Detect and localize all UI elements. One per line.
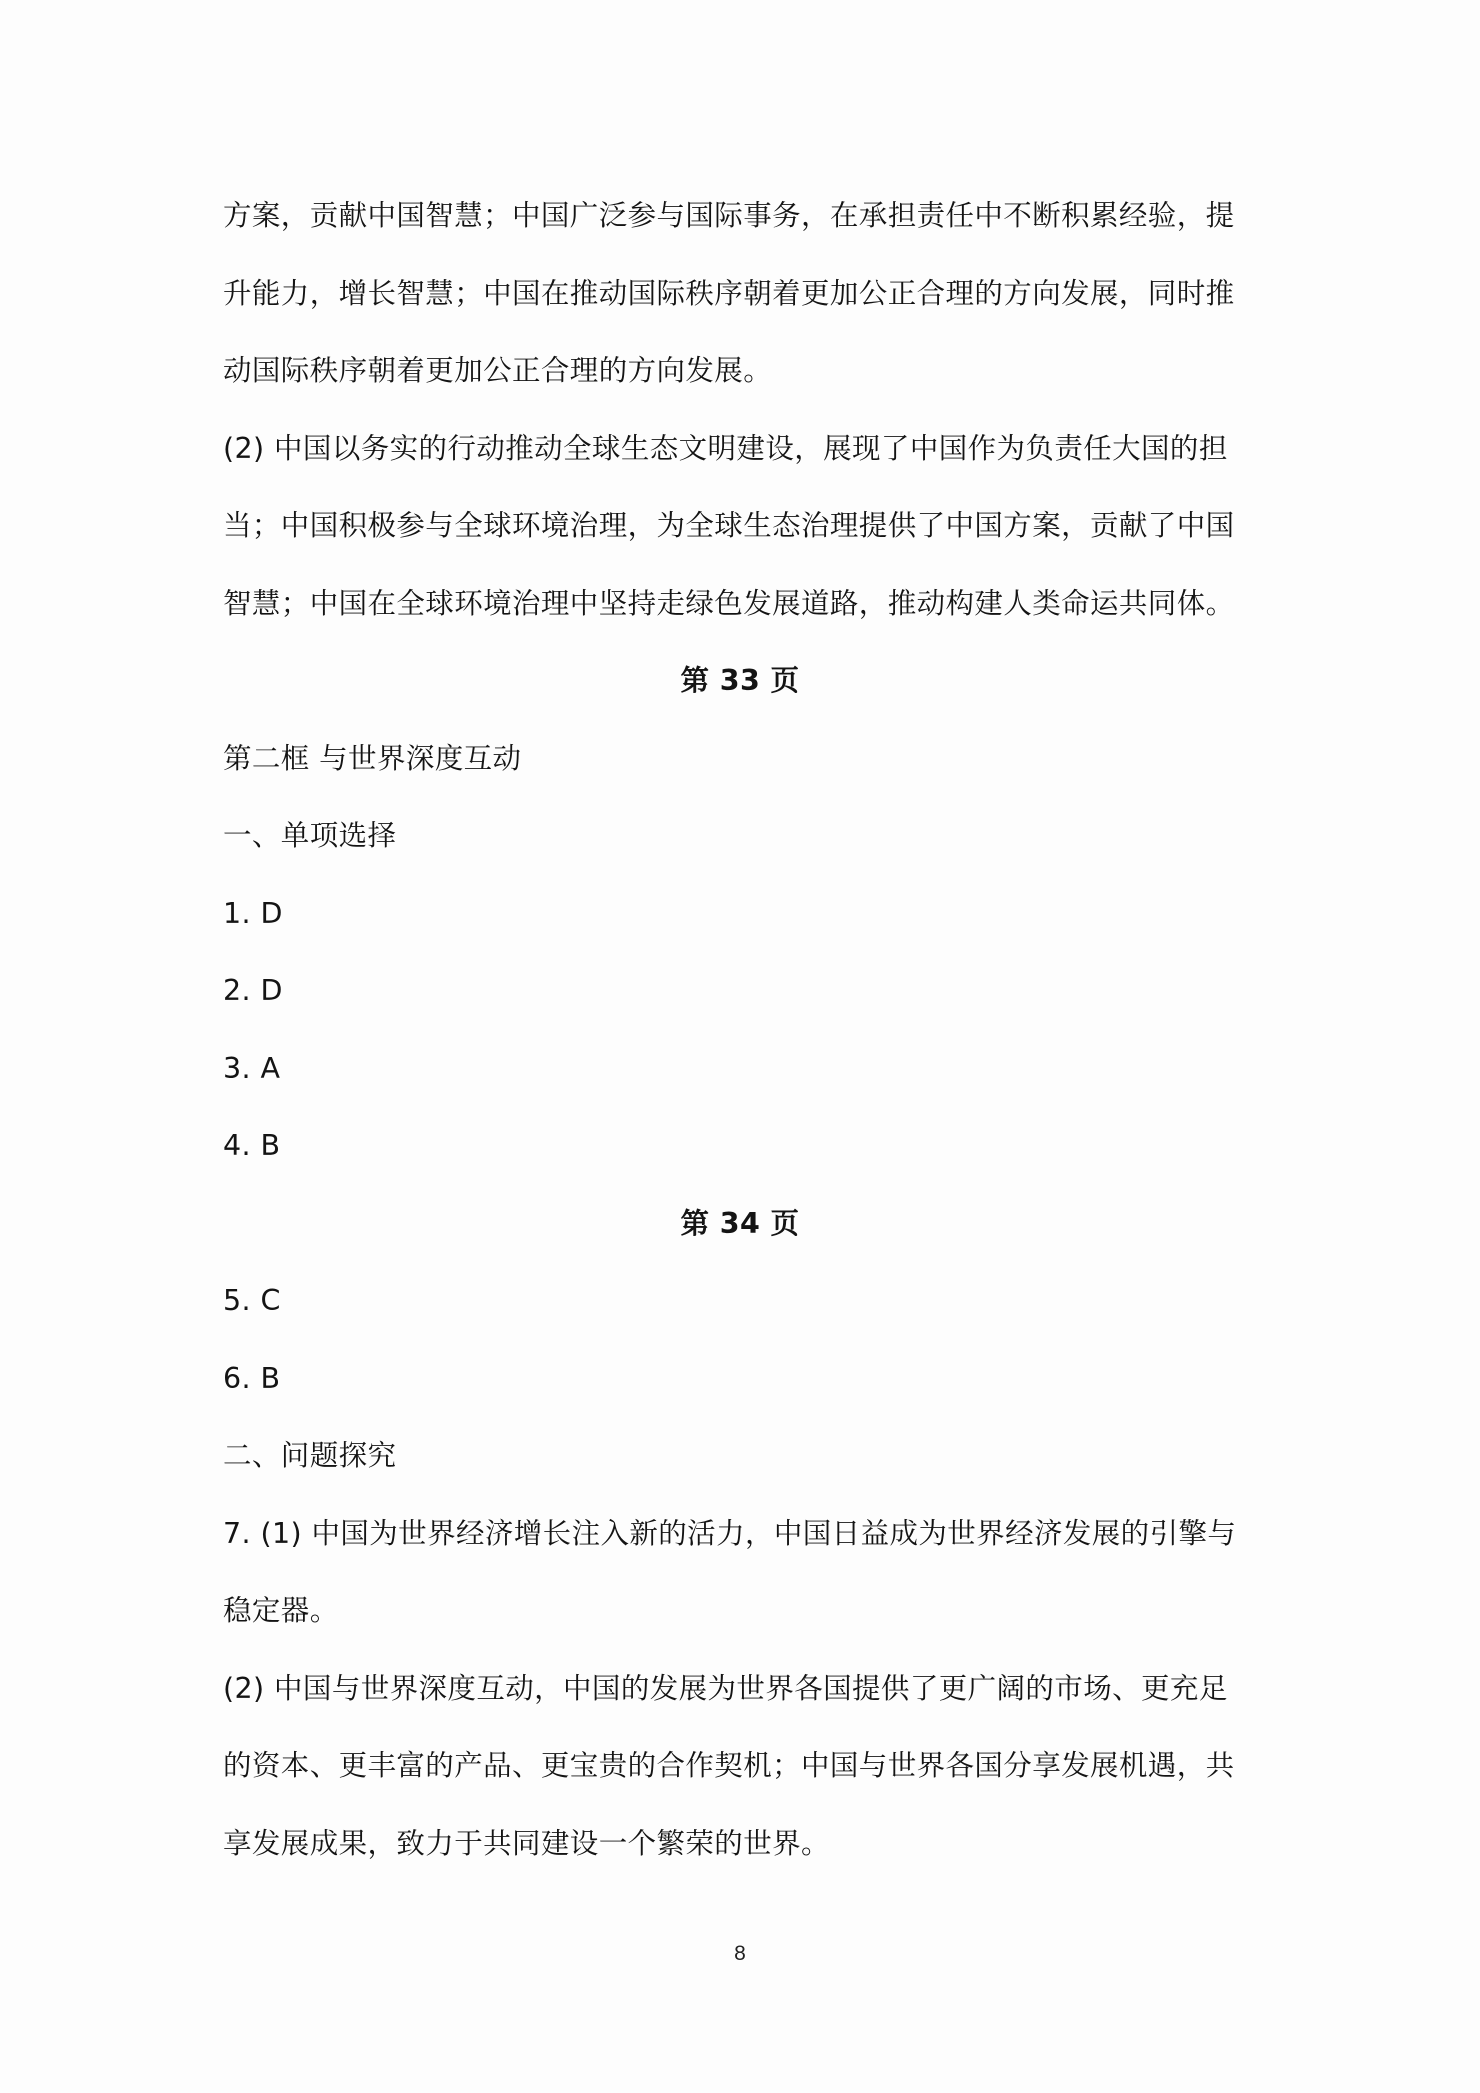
answer-item: 2. D bbox=[223, 974, 283, 1007]
answer-7-line: 7. (1) 中国为世界经济增长注入新的活力，中国日益成为世界经济发展的引擎与 bbox=[223, 1516, 1237, 1550]
text-line: 方案，贡献中国智慧；中国广泛参与国际事务，在承担责任中不断积累经验，提 bbox=[223, 199, 1235, 232]
page-heading-34: 第 34 页 bbox=[680, 1206, 800, 1240]
text-line: 稳定器。 bbox=[223, 1594, 339, 1627]
answer-item: 3. A bbox=[223, 1051, 281, 1085]
answer-7-2-line: (2) 中国与世界深度互动，中国的发展为世界各国提供了更广阔的市场、更充足 bbox=[223, 1671, 1228, 1705]
answer-item: 4. B bbox=[223, 1129, 281, 1162]
answer-item: 1. D bbox=[223, 896, 283, 930]
answer-item: 5. C bbox=[223, 1284, 281, 1317]
document-body bbox=[223, 188, 1257, 1893]
text-line: 动国际秩序朝着更加公正合理的方向发展。 bbox=[223, 354, 773, 387]
text-line: 的资本、更丰富的产品、更宝贵的合作契机；中国与世界各国分享发展机遇，共 bbox=[223, 1749, 1235, 1782]
section-title: 第二框 与世界深度互动 bbox=[223, 741, 522, 775]
answer-2-line: (2) 中国以务实的行动推动全球生态文明建设，展现了中国作为负责任大国的担 bbox=[223, 431, 1228, 465]
answer-item: 6. B bbox=[223, 1361, 281, 1395]
text-line: 升能力，增长智慧；中国在推动国际秩序朝着更加公正合理的方向发展，同时推 bbox=[223, 276, 1235, 310]
subsection-single-choice: 一、单项选择 bbox=[223, 819, 397, 852]
page-heading-33: 第 33 页 bbox=[680, 664, 800, 697]
subsection-inquiry: 二、问题探究 bbox=[223, 1439, 397, 1472]
text-line: 智慧；中国在全球环境治理中坚持走绿色发展道路，推动构建人类命运共同体。 bbox=[223, 586, 1235, 620]
text-line: 当；中国积极参与全球环境治理，为全球生态治理提供了中国方案，贡献了中国 bbox=[223, 509, 1235, 542]
page-number: 8 bbox=[734, 1942, 746, 1965]
text-line: 享发展成果，致力于共同建设一个繁荣的世界。 bbox=[223, 1826, 830, 1860]
